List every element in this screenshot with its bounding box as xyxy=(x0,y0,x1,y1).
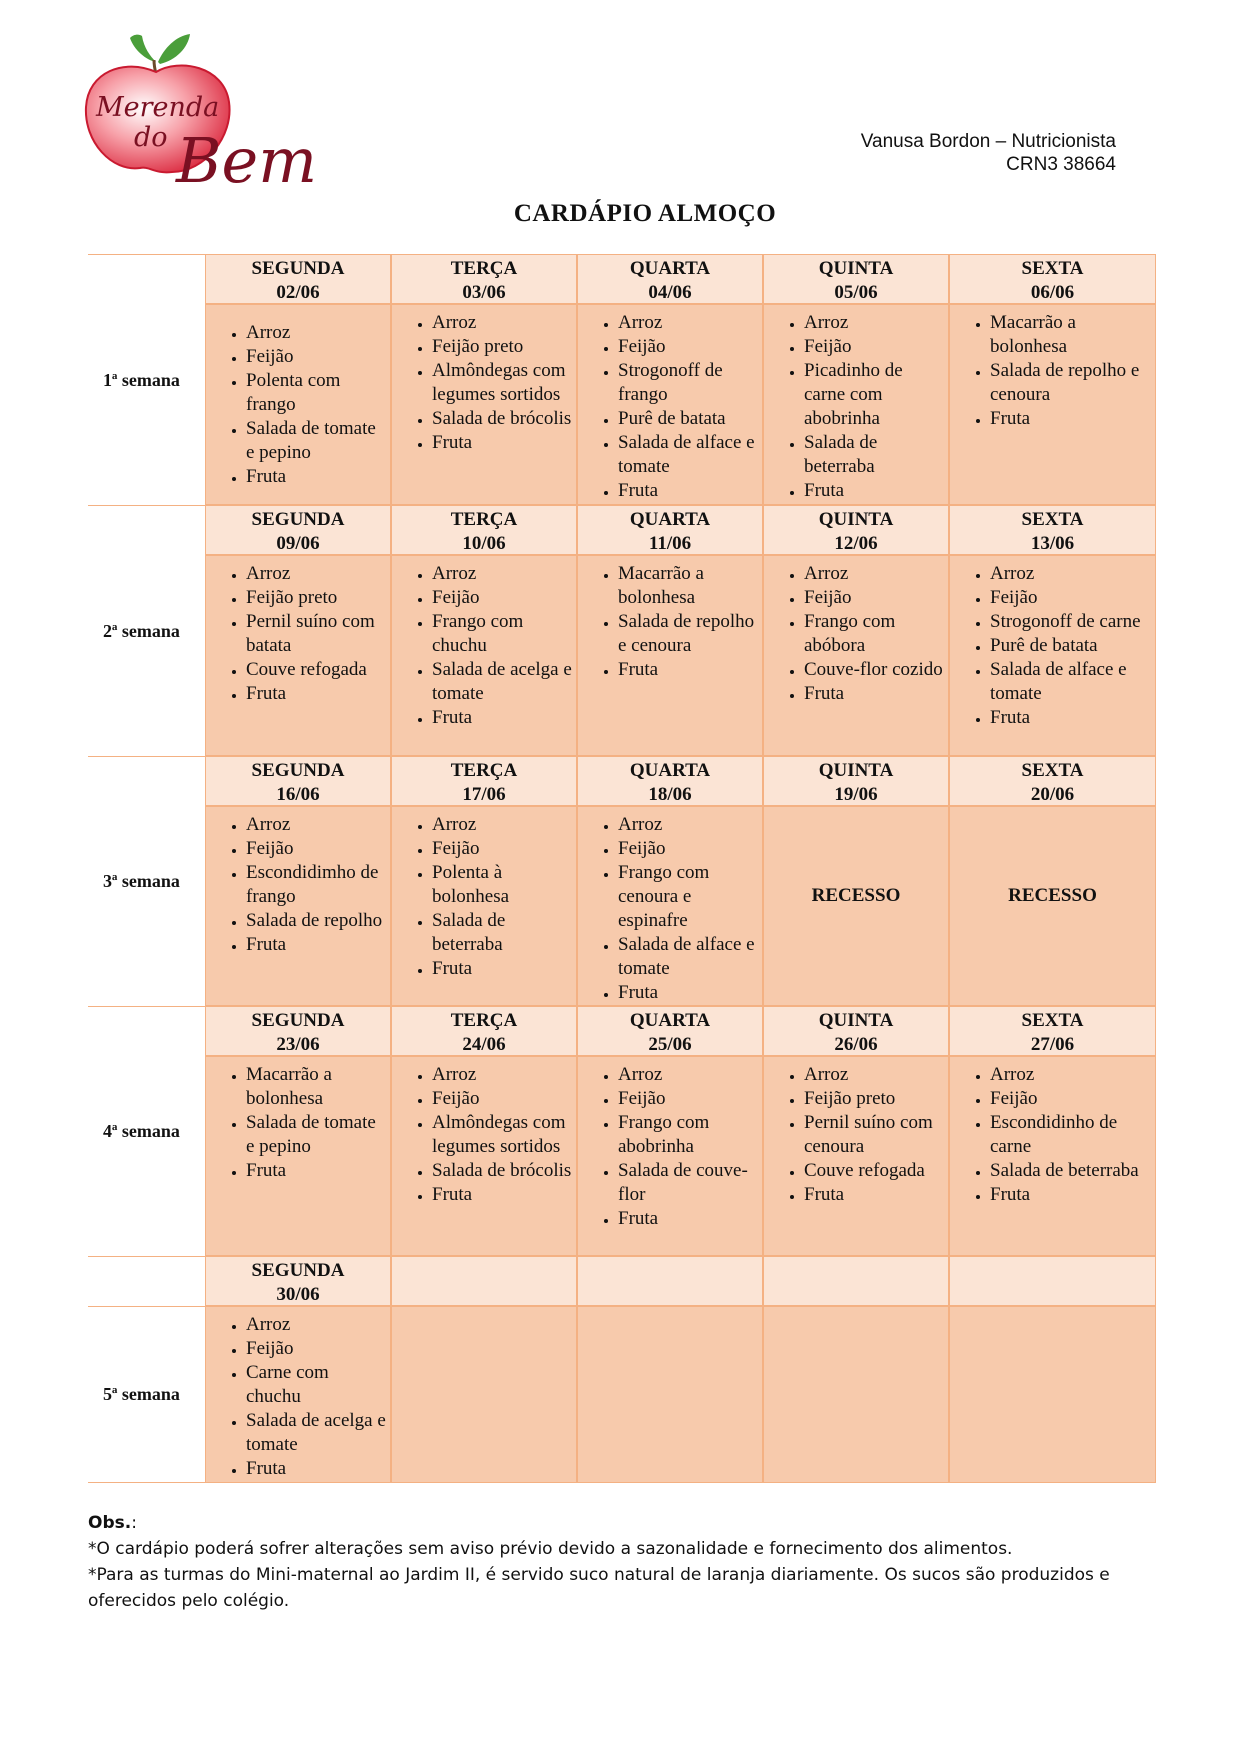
day-name: SEXTA xyxy=(1021,760,1084,781)
empty-menu xyxy=(577,1306,763,1483)
menu-list xyxy=(950,562,1153,730)
menu-item: • Feijão xyxy=(432,586,574,610)
day-name: SEGUNDA xyxy=(251,760,345,781)
day-menu xyxy=(205,1306,391,1483)
day-name: SEGUNDA xyxy=(251,509,345,530)
day-name: SEXTA xyxy=(1021,1010,1084,1031)
menu-item: • Salada de brócolis xyxy=(432,407,574,431)
menu-item: • Fruta xyxy=(804,682,946,706)
menu-item: • Fruta xyxy=(246,1457,388,1481)
week-label xyxy=(88,1306,205,1483)
menu-item: • Arroz xyxy=(246,562,388,586)
nutritionist-info xyxy=(861,130,1116,176)
day-header xyxy=(391,756,577,806)
menu-item: • Fruta xyxy=(990,1183,1153,1207)
menu-item: • Arroz xyxy=(432,562,574,586)
menu-list xyxy=(764,1063,946,1207)
day-menu xyxy=(949,304,1156,505)
menu-item: • Salada de beterraba xyxy=(990,1159,1153,1183)
day-date: 27/06 xyxy=(1030,1034,1075,1055)
day-menu xyxy=(577,555,763,756)
day-date: 18/06 xyxy=(648,784,692,805)
day-header xyxy=(205,505,391,555)
menu-item: • Salada de alface e tomate xyxy=(618,933,760,981)
menu-list xyxy=(950,311,1153,431)
menu-item: • Fruta xyxy=(618,981,760,1005)
nutritionist-name: Vanusa Bordon – Nutricionista xyxy=(860,131,1116,152)
menu-list xyxy=(392,562,574,730)
menu-item: • Arroz xyxy=(804,311,946,335)
empty-menu xyxy=(391,1306,577,1483)
week-label-text: 5ª semana xyxy=(103,1384,180,1404)
day-date: 06/06 xyxy=(1030,282,1075,303)
day-menu xyxy=(391,304,577,505)
day-name: TERÇA xyxy=(450,1010,518,1031)
day-header xyxy=(949,505,1156,555)
week-label-text: 2ª semana xyxy=(103,620,180,641)
menu-list xyxy=(392,311,574,455)
day-date: 23/06 xyxy=(276,1034,320,1055)
notes-label: Obs. xyxy=(88,1513,132,1533)
day-name: QUINTA xyxy=(818,760,894,781)
day-menu xyxy=(577,1056,763,1256)
day-menu xyxy=(763,304,949,505)
empty-header xyxy=(949,1256,1156,1306)
day-date: 12/06 xyxy=(834,533,878,554)
day-name: SEXTA xyxy=(1021,258,1084,279)
menu-item: • Couve refogada xyxy=(246,658,388,682)
day-menu xyxy=(205,304,391,505)
menu-item: • Salada de repolho e cenoura xyxy=(990,359,1153,407)
menu-item: • Escondidimho de frango xyxy=(246,861,388,909)
day-header xyxy=(205,756,391,806)
menu-item: • Arroz xyxy=(618,1063,760,1087)
menu-list xyxy=(764,562,946,706)
menu-item: • Frango com cenoura e espinafre xyxy=(618,861,760,933)
menu-item: • Couve-flor cozido xyxy=(804,658,946,682)
day-date: 03/06 xyxy=(462,282,506,303)
menu-item: • Macarrão a bolonhesa xyxy=(990,311,1153,359)
day-date: 13/06 xyxy=(1030,533,1075,554)
menu-item: • Frango com chuchu xyxy=(432,610,574,658)
menu-item: • Arroz xyxy=(246,813,388,837)
menu-item: • Strogonoff de frango xyxy=(618,359,760,407)
day-header xyxy=(577,756,763,806)
empty-header xyxy=(763,1256,949,1306)
menu-item: • Feijão xyxy=(804,335,946,359)
day-date: 17/06 xyxy=(462,784,506,805)
day-date: 10/06 xyxy=(462,533,506,554)
day-header xyxy=(205,254,391,304)
menu-item: • Fruta xyxy=(246,933,388,957)
day-menu xyxy=(205,806,391,1006)
menu-item: • Feijão xyxy=(246,1337,388,1361)
menu-item: • Arroz xyxy=(804,562,946,586)
day-header xyxy=(949,756,1156,806)
week-label xyxy=(88,1006,205,1256)
day-name: QUINTA xyxy=(818,509,894,530)
menu-item: • Arroz xyxy=(804,1063,946,1087)
day-header xyxy=(763,505,949,555)
menu-item: • Frango com abobrinha xyxy=(618,1111,760,1159)
day-date: 04/06 xyxy=(648,282,692,303)
week-spacer xyxy=(88,1256,205,1306)
menu-item: • Fruta xyxy=(246,1159,388,1183)
day-name: TERÇA xyxy=(450,760,518,781)
menu-item: • Salada de couve-flor xyxy=(618,1159,760,1207)
menu-list xyxy=(578,1063,760,1231)
menu-item: • Arroz xyxy=(990,562,1153,586)
day-name: QUARTA xyxy=(629,509,711,530)
menu-list xyxy=(764,311,946,503)
day-date: 20/06 xyxy=(1030,784,1075,805)
menu-item: • Picadinho de carne com abobrinha xyxy=(804,359,946,431)
week-label-text: 4ª semana xyxy=(103,1121,180,1141)
menu-item: • Feijão xyxy=(990,1087,1153,1111)
menu-item: • Almôndegas com legumes sortidos xyxy=(432,1111,574,1159)
day-header xyxy=(577,254,763,304)
day-menu xyxy=(577,304,763,505)
menu-item: • Salada de acelga e tomate xyxy=(432,658,574,706)
day-menu xyxy=(205,555,391,756)
day-date: 16/06 xyxy=(276,784,320,805)
menu-item: • Fruta xyxy=(246,682,388,706)
page-title: CARDÁPIO ALMOÇO xyxy=(513,200,777,227)
menu-item: • Feijão xyxy=(618,1087,760,1111)
menu-item: • Arroz xyxy=(990,1063,1153,1087)
menu-item: • Carne com chuchu xyxy=(246,1361,388,1409)
menu-item: • Escondidinho de carne xyxy=(990,1111,1153,1159)
menu-item: • Fruta xyxy=(990,706,1153,730)
menu-table xyxy=(88,254,1156,1483)
day-date: 25/06 xyxy=(648,1034,692,1055)
menu-list xyxy=(206,1063,388,1183)
logo-text-bem: Bem xyxy=(176,124,318,197)
menu-item: • Feijão xyxy=(246,345,388,369)
day-date: 11/06 xyxy=(648,533,692,554)
menu-item: • Feijão xyxy=(618,335,760,359)
day-menu xyxy=(205,1056,391,1256)
logo-text-do: do xyxy=(134,122,168,153)
menu-item: • Salada de alface e tomate xyxy=(618,431,760,479)
week-label xyxy=(88,505,205,756)
day-header xyxy=(205,1256,391,1306)
day-header xyxy=(205,1006,391,1056)
empty-header xyxy=(577,1256,763,1306)
day-date: 24/06 xyxy=(462,1034,506,1055)
notes-line-1: *O cardápio poderá sofrer alterações sem aviso prévio devido a sazonalidade e fornecimento dos alimentos. xyxy=(88,1539,1013,1559)
menu-item: • Feijão xyxy=(990,586,1153,610)
week-label-text: 3ª semana xyxy=(103,871,180,891)
menu-item: • Salada de tomate e pepino xyxy=(246,1111,388,1159)
day-menu xyxy=(391,555,577,756)
menu-item: • Arroz xyxy=(618,813,760,837)
menu-item: • Fruta xyxy=(804,1183,946,1207)
menu-item: • Salada de repolho xyxy=(246,909,388,933)
empty-menu xyxy=(949,1306,1156,1483)
menu-list xyxy=(206,1313,388,1481)
recess-label: RECESSO xyxy=(1008,885,1097,906)
menu-item: • Arroz xyxy=(432,311,574,335)
day-name: QUARTA xyxy=(629,258,711,279)
menu-list xyxy=(206,562,388,706)
menu-list xyxy=(578,562,760,682)
logo xyxy=(84,22,318,197)
menu-item: • Strogonoff de carne xyxy=(990,610,1153,634)
menu-item: • Purê de batata xyxy=(618,407,760,431)
day-header xyxy=(391,254,577,304)
day-menu xyxy=(391,1056,577,1256)
menu-item: • Almôndegas com legumes sortidos xyxy=(432,359,574,407)
menu-item: • Pernil suíno com batata xyxy=(246,610,388,658)
day-date: 05/06 xyxy=(834,282,878,303)
day-name: SEGUNDA xyxy=(251,1010,345,1031)
day-menu xyxy=(763,555,949,756)
menu-item: • Fruta xyxy=(432,706,574,730)
day-header xyxy=(577,1006,763,1056)
day-date: 30/06 xyxy=(276,1284,320,1305)
menu-item: • Couve refogada xyxy=(804,1159,946,1183)
menu-item: • Purê de batata xyxy=(990,634,1153,658)
menu-item: • Fruta xyxy=(432,1183,574,1207)
day-menu xyxy=(391,806,577,1006)
menu-item: • Salada de repolho e cenoura xyxy=(618,610,760,658)
menu-item: • Macarrão a bolonhesa xyxy=(618,562,760,610)
menu-item: • Arroz xyxy=(246,321,388,345)
day-name: QUINTA xyxy=(818,258,894,279)
menu-item: • Macarrão a bolonhesa xyxy=(246,1063,388,1111)
day-header xyxy=(763,1006,949,1056)
day-date: 09/06 xyxy=(276,533,320,554)
menu-item: • Fruta xyxy=(246,465,388,489)
day-menu xyxy=(763,806,949,1006)
day-header xyxy=(949,1006,1156,1056)
menu-item: • Polenta com frango xyxy=(246,369,388,417)
day-name: QUINTA xyxy=(818,1010,894,1031)
week-label xyxy=(88,254,205,505)
week-label-text: 1ª semana xyxy=(103,369,180,390)
menu-item: • Fruta xyxy=(618,479,760,503)
menu-item: • Salada de beterraba xyxy=(432,909,574,957)
menu-item: • Feijão preto xyxy=(246,586,388,610)
menu-item: • Pernil suíno com cenoura xyxy=(804,1111,946,1159)
menu-item: • Salada de brócolis xyxy=(432,1159,574,1183)
day-name: SEGUNDA xyxy=(251,1260,345,1281)
menu-item: • Fruta xyxy=(990,407,1153,431)
empty-menu xyxy=(763,1306,949,1483)
menu-item: • Salada de acelga e tomate xyxy=(246,1409,388,1457)
day-menu xyxy=(577,806,763,1006)
day-date: 26/06 xyxy=(834,1034,878,1055)
menu-item: • Arroz xyxy=(246,1313,388,1337)
nutritionist-crn: CRN3 38664 xyxy=(1006,154,1116,175)
menu-list xyxy=(392,1063,574,1207)
day-header xyxy=(391,1006,577,1056)
menu-item: • Fruta xyxy=(618,658,760,682)
menu-list xyxy=(206,813,388,957)
day-name: SEGUNDA xyxy=(251,258,345,279)
day-menu xyxy=(949,555,1156,756)
menu-item: • Fruta xyxy=(804,479,946,503)
menu-item: • Fruta xyxy=(432,957,574,981)
menu-item: • Feijão xyxy=(432,837,574,861)
day-name: TERÇA xyxy=(450,509,518,530)
empty-header xyxy=(391,1256,577,1306)
day-header xyxy=(949,254,1156,304)
day-name: SEXTA xyxy=(1021,509,1084,530)
menu-list xyxy=(578,813,760,1005)
day-menu xyxy=(949,1056,1156,1256)
menu-item: • Feijão preto xyxy=(432,335,574,359)
menu-item: • Arroz xyxy=(432,1063,574,1087)
day-date: 19/06 xyxy=(834,784,878,805)
menu-list xyxy=(206,321,388,489)
menu-item: • Salada de beterraba xyxy=(804,431,946,479)
menu-item: • Salada de tomate e pepino xyxy=(246,417,388,465)
menu-item: • Feijão xyxy=(618,837,760,861)
menu-list xyxy=(578,311,760,503)
menu-list xyxy=(950,1063,1153,1207)
menu-item: • Arroz xyxy=(432,813,574,837)
menu-item: • Fruta xyxy=(432,431,574,455)
menu-item: • Salada de alface e tomate xyxy=(990,658,1153,706)
day-header xyxy=(577,505,763,555)
day-header xyxy=(391,505,577,555)
notes: Obs.: *O cardápio poderá sofrer alterações sem aviso prévio devido a sazonalidade e fornecimento dos alimentos. *Para as turmas do Mini-maternal ao Jardim II, é servido suco natural de laranja diariamente. Os sucos são produzidos e oferecidos pelo colégio. xyxy=(88,1510,1168,1614)
menu-list xyxy=(392,813,574,981)
menu-item: • Polenta à bolonhesa xyxy=(432,861,574,909)
week-label xyxy=(88,756,205,1006)
day-name: QUARTA xyxy=(629,760,711,781)
logo-text-merenda: Merenda xyxy=(96,92,220,123)
menu-item: • Feijão xyxy=(432,1087,574,1111)
day-menu xyxy=(763,1056,949,1256)
menu-item: • Feijão xyxy=(246,837,388,861)
menu-item: • Arroz xyxy=(618,311,760,335)
notes-line-2: *Para as turmas do Mini-maternal ao Jardim II, é servido suco natural de laranja diariamente. Os sucos são produzidos e oferecidos pelo colégio. xyxy=(88,1565,1110,1611)
menu-item: • Fruta xyxy=(618,1207,760,1231)
menu-item: • Feijão preto xyxy=(804,1087,946,1111)
day-header xyxy=(763,756,949,806)
menu-item: • Feijão xyxy=(804,586,946,610)
day-header xyxy=(763,254,949,304)
day-menu xyxy=(949,806,1156,1006)
day-date: 02/06 xyxy=(276,282,320,303)
day-name: QUARTA xyxy=(629,1010,711,1031)
recess-label: RECESSO xyxy=(811,885,901,906)
day-name: TERÇA xyxy=(450,258,518,279)
menu-item: • Frango com abóbora xyxy=(804,610,946,658)
